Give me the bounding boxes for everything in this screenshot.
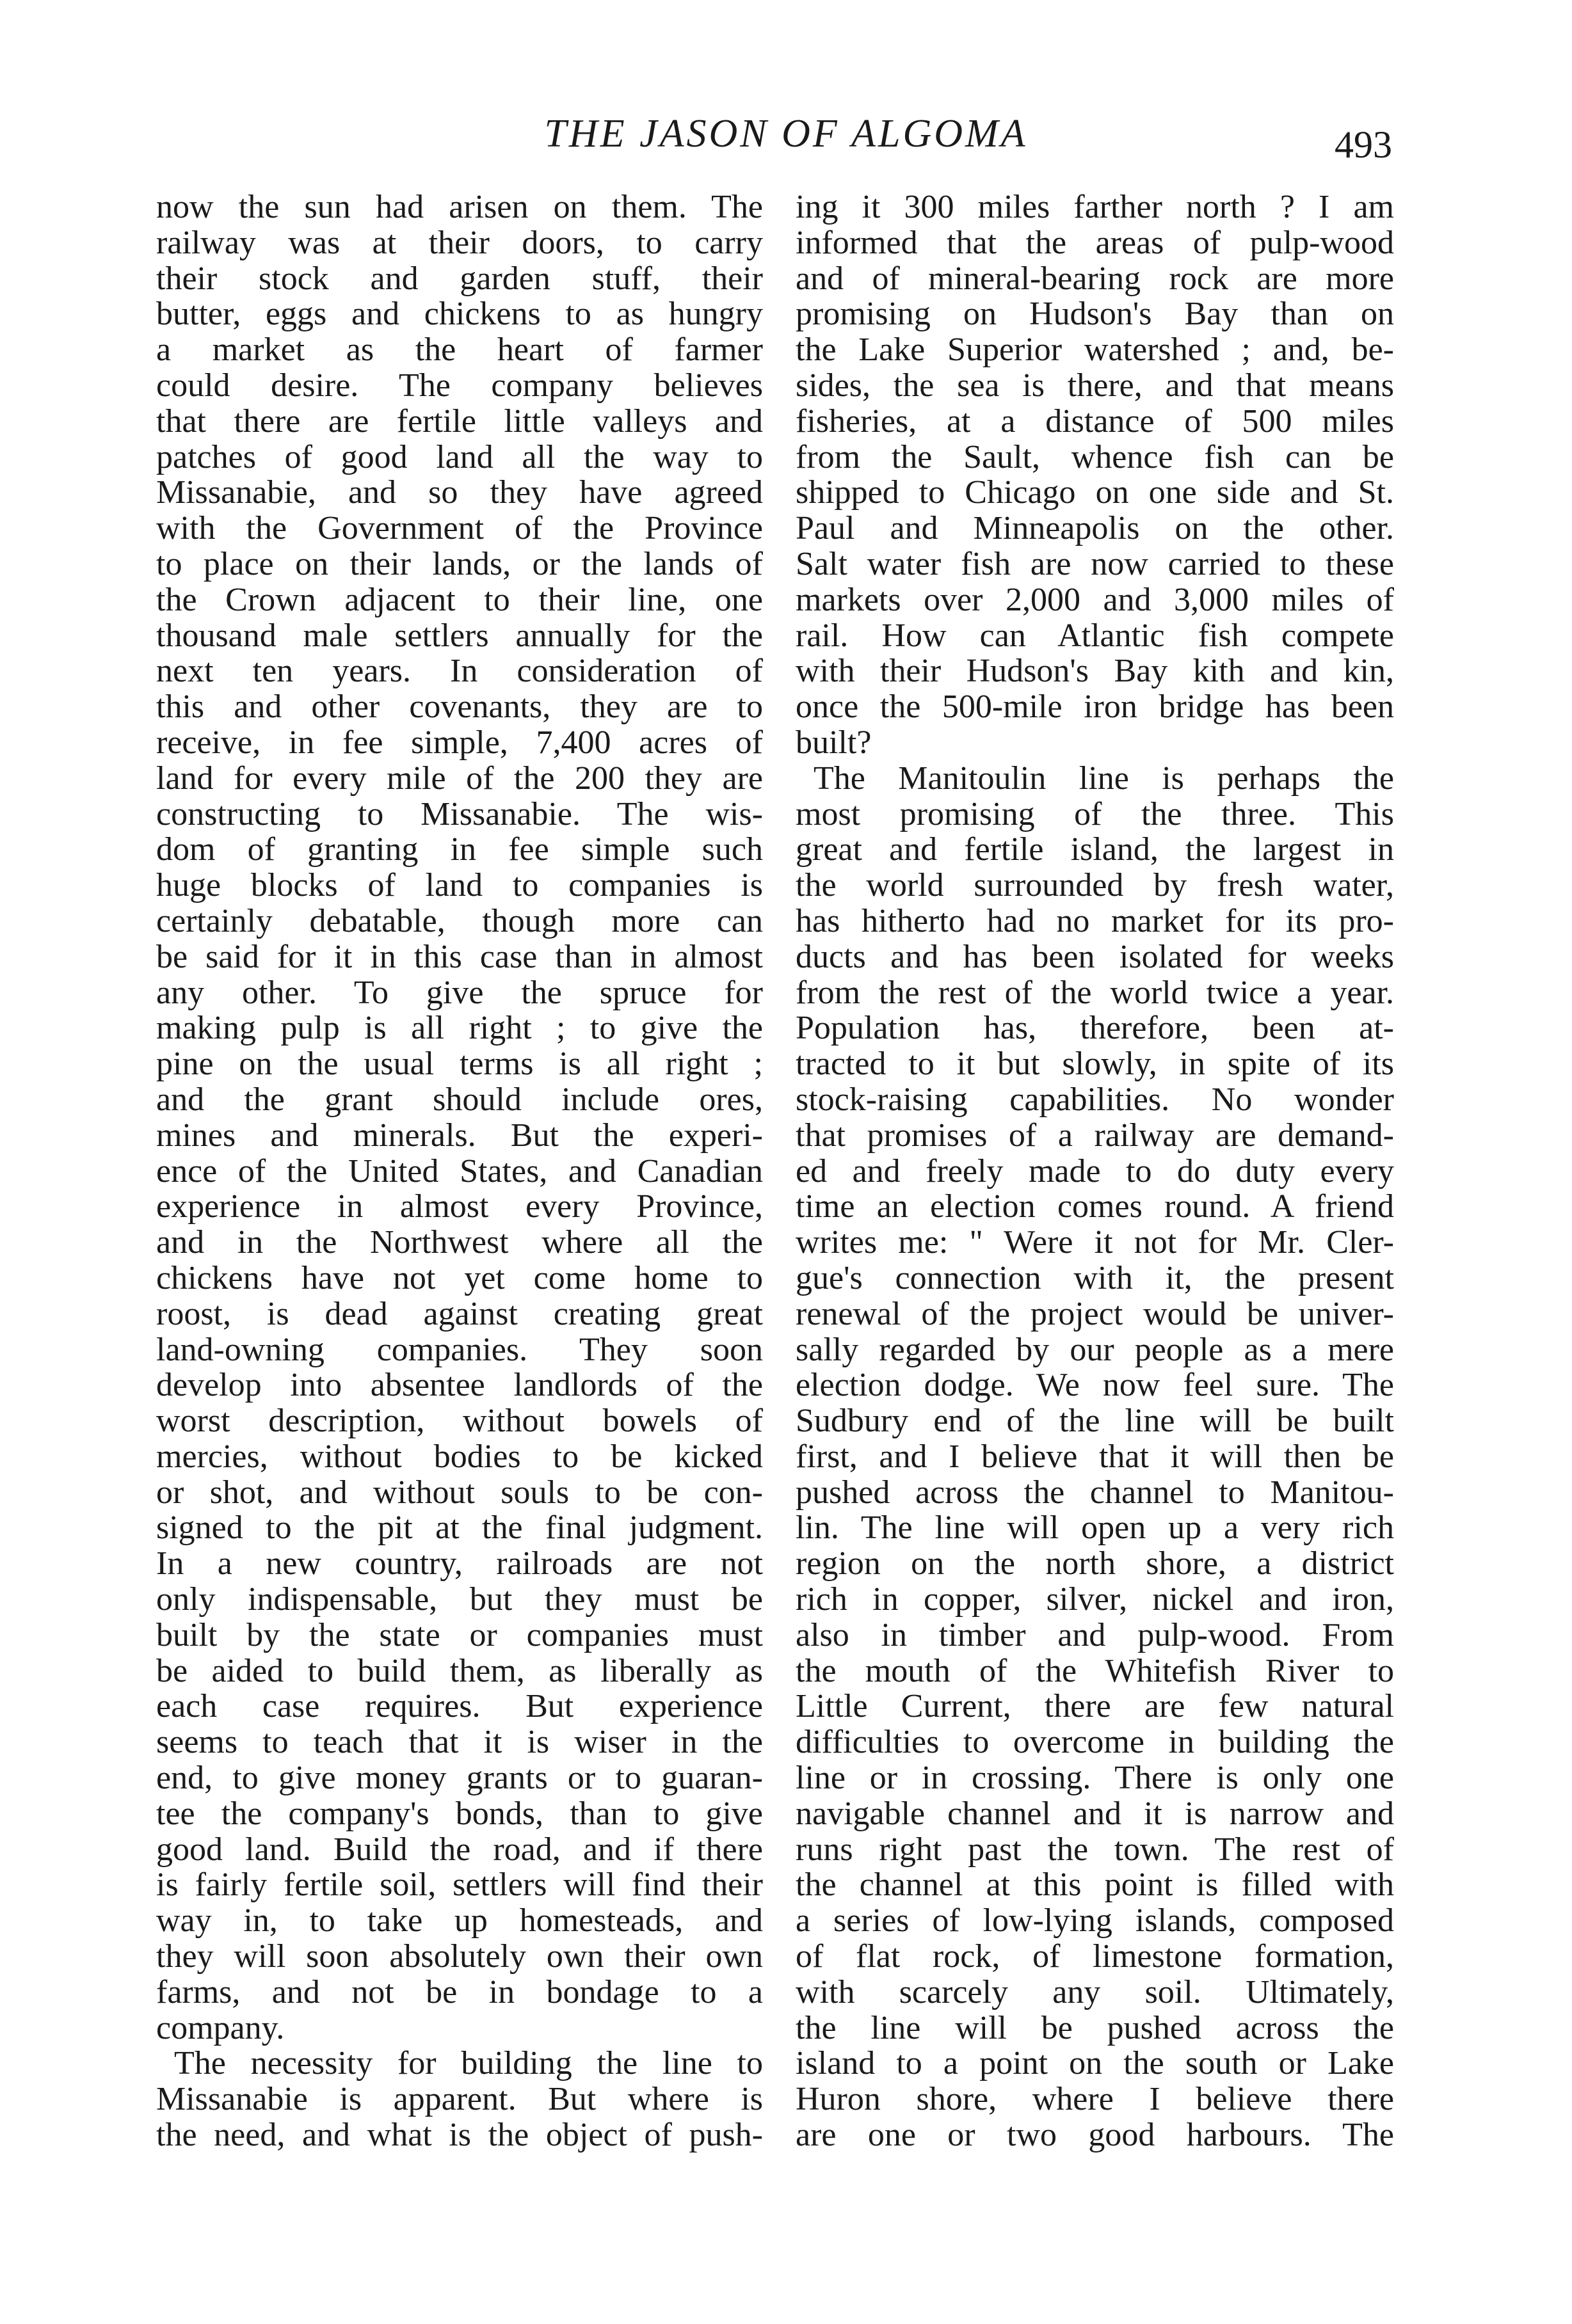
text-line: the line will be pushed across the (796, 2009, 1394, 2046)
text-line: shipped to Chicago on one side and St. (796, 474, 1394, 511)
text-line: built? (796, 724, 872, 761)
text-line: writes me: " Were it not for Mr. Cler- (796, 1224, 1394, 1261)
text-line: renewal of the project would be univer- (796, 1295, 1394, 1332)
text-line: a series of low-lying islands, composed (796, 1902, 1394, 1939)
text-line: chickens have not yet come home to (156, 1259, 763, 1296)
text-line: rail. How can Atlantic fish compete (796, 617, 1394, 654)
text-line: that there are fertile little valleys and (156, 402, 763, 440)
text-line: and in the Northwest where all the (156, 1224, 763, 1261)
text-line: way in, to take up homesteads, and (156, 1902, 763, 1939)
text-line: ducts and has been isolated for weeks (796, 938, 1394, 975)
text-line: informed that the areas of pulp-wood (796, 224, 1394, 261)
text-line: or shot, and without souls to be con- (156, 1474, 763, 1511)
page-number: 493 (1335, 123, 1392, 166)
text-line: fisheries, at a distance of 500 miles (796, 402, 1394, 440)
text-line: time an election comes round. A friend (796, 1188, 1394, 1225)
text-line: the Crown adjacent to their line, one (156, 581, 763, 618)
text-line: now the sun had arisen on them. The (156, 189, 763, 225)
text-line: end, to give money grants or to guaran- (156, 1760, 763, 1797)
text-line: line or in crossing. There is only one (796, 1760, 1394, 1797)
text-line: gue's connection with it, the present (796, 1259, 1394, 1296)
text-line: sides, the sea is there, and that means (796, 367, 1394, 404)
text-line: huge blocks of land to companies is (156, 867, 763, 904)
text-line: to place on their lands, or the lands of (156, 545, 763, 582)
text-line: tee the company's bonds, than to give (156, 1795, 763, 1832)
text-line: that promises of a railway are demand- (796, 1117, 1394, 1154)
text-line: the need, and what is the object of push- (156, 2117, 763, 2154)
text-line: constructing to Missanabie. The wis- (156, 795, 763, 832)
text-line: with their Hudson's Bay kith and kin, (796, 653, 1394, 690)
text-line: ing it 300 miles farther north ? I am (796, 189, 1394, 225)
text-line: The Manitoulin line is perhaps the (814, 760, 1394, 797)
text-line: first, and I believe that it will then be (796, 1438, 1394, 1475)
text-line: their stock and garden stuff, their (156, 260, 763, 297)
text-line: dom of granting in fee simple such (156, 831, 763, 868)
text-line: with scarcely any soil. Ultimately, (796, 1973, 1394, 2010)
text-line: also in timber and pulp-wood. From (796, 1616, 1394, 1653)
text-line: the Lake Superior watershed ; and, be- (796, 331, 1394, 369)
text-line: of flat rock, of limestone formation, (796, 1938, 1394, 1975)
text-line: once the 500-mile iron bridge has been (796, 688, 1394, 726)
text-line: Missanabie is apparent. But where is (156, 2081, 763, 2118)
text-line: region on the north shore, a district (796, 1545, 1394, 1582)
text-line: be aided to build them, as liberally as (156, 1652, 763, 1689)
text-line: and the grant should include ores, (156, 1081, 763, 1118)
text-line: mercies, without bodies to be kicked (156, 1438, 763, 1475)
text-line: most promising of the three. This (796, 795, 1394, 832)
text-line: difficulties to overcome in building the (796, 1724, 1394, 1761)
text-line: Paul and Minneapolis on the other. (796, 510, 1394, 547)
text-line: pine on the usual terms is all right ; (156, 1046, 763, 1083)
text-line: company. (156, 2009, 285, 2046)
text-line: rich in copper, silver, nickel and iron, (796, 1581, 1394, 1618)
text-line: they will soon absolutely own their own (156, 1938, 763, 1975)
text-line: navigable channel and it is narrow and (796, 1795, 1394, 1832)
text-line: built by the state or companies must (156, 1616, 763, 1653)
text-line: election dodge. We now feel sure. The (796, 1367, 1394, 1404)
text-line: develop into absentee landlords of the (156, 1367, 763, 1404)
text-line: good land. Build the road, and if there (156, 1831, 763, 1868)
text-line: next ten years. In consideration of (156, 653, 763, 690)
text-line: signed to the pit at the final judgment. (156, 1509, 763, 1547)
text-line: markets over 2,000 and 3,000 miles of (796, 581, 1394, 618)
text-line: making pulp is all right ; to give the (156, 1010, 763, 1047)
text-line: The necessity for building the line to (174, 2045, 763, 2082)
text-line: thousand male settlers annually for the (156, 617, 763, 654)
text-line: experience in almost every Province, (156, 1188, 763, 1225)
text-line: railway was at their doors, to carry (156, 224, 763, 261)
text-line: sally regarded by our people as a mere (796, 1331, 1394, 1368)
text-line: island to a point on the south or Lake (796, 2045, 1394, 2082)
text-line: the world surrounded by fresh water, (796, 867, 1394, 904)
text-line: land for every mile of the 200 they are (156, 760, 763, 797)
text-line: tracted to it but slowly, in spite of its (796, 1046, 1394, 1083)
text-line: worst description, without bowels of (156, 1403, 763, 1440)
text-line: patches of good land all the way to (156, 438, 763, 475)
text-line: farms, and not be in bondage to a (156, 1973, 763, 2010)
text-line: runs right past the town. The rest of (796, 1831, 1394, 1868)
text-line: Sudbury end of the line will be built (796, 1403, 1394, 1440)
text-line: the channel at this point is filled with (796, 1866, 1394, 1904)
text-line: ence of the United States, and Canadian (156, 1152, 763, 1190)
text-line: Huron shore, where I believe there (796, 2081, 1394, 2118)
text-line: has hitherto had no market for its pro- (796, 902, 1394, 939)
text-line: ed and freely made to do duty every (796, 1152, 1394, 1190)
text-line: Little Current, there are few natural (796, 1688, 1394, 1725)
text-line: are one or two good harbours. The (796, 2117, 1394, 2154)
text-line: Missanabie, and so they have agreed (156, 474, 763, 511)
text-line: with the Government of the Province (156, 510, 763, 547)
text-line: could desire. The company believes (156, 367, 763, 404)
text-line: a market as the heart of farmer (156, 331, 763, 369)
text-line: receive, in fee simple, 7,400 acres of (156, 724, 763, 761)
text-line: lin. The line will open up a very rich (796, 1509, 1394, 1547)
text-line: only indispensable, but they must be (156, 1581, 763, 1618)
text-line: the mouth of the Whitefish River to (796, 1652, 1394, 1689)
text-line: mines and minerals. But the experi- (156, 1117, 763, 1154)
text-line: any other. To give the spruce for (156, 974, 763, 1011)
text-line: is fairly fertile soil, settlers will find their (156, 1866, 763, 1904)
text-line: In a new country, railroads are not (156, 1545, 763, 1582)
text-line: and of mineral-bearing rock are more (796, 260, 1394, 297)
text-line: this and other covenants, they are to (156, 688, 763, 726)
left-text-column (156, 189, 763, 2153)
running-title: THE JASON OF ALGOMA (544, 112, 1028, 155)
text-line: be said for it in this case than in almost (156, 938, 763, 975)
text-line: great and fertile island, the largest in (796, 831, 1394, 868)
text-line: roost, is dead against creating great (156, 1295, 763, 1332)
text-line: from the Sault, whence fish can be (796, 438, 1394, 475)
text-line: Salt water fish are now carried to these (796, 545, 1394, 582)
text-line: land-owning companies. They soon (156, 1331, 763, 1368)
text-line: Population has, therefore, been at- (796, 1010, 1394, 1047)
text-line: each case requires. But experience (156, 1688, 763, 1725)
text-line: stock-raising capabilities. No wonder (796, 1081, 1394, 1118)
text-line: promising on Hudson's Bay than on (796, 296, 1394, 333)
text-line: pushed across the channel to Manitou- (796, 1474, 1394, 1511)
text-line: certainly debatable, though more can (156, 902, 763, 939)
text-line: seems to teach that it is wiser in the (156, 1724, 763, 1761)
text-line: from the rest of the world twice a year. (796, 974, 1394, 1011)
text-line: butter, eggs and chickens to as hungry (156, 296, 763, 333)
right-text-column (796, 189, 1394, 2153)
